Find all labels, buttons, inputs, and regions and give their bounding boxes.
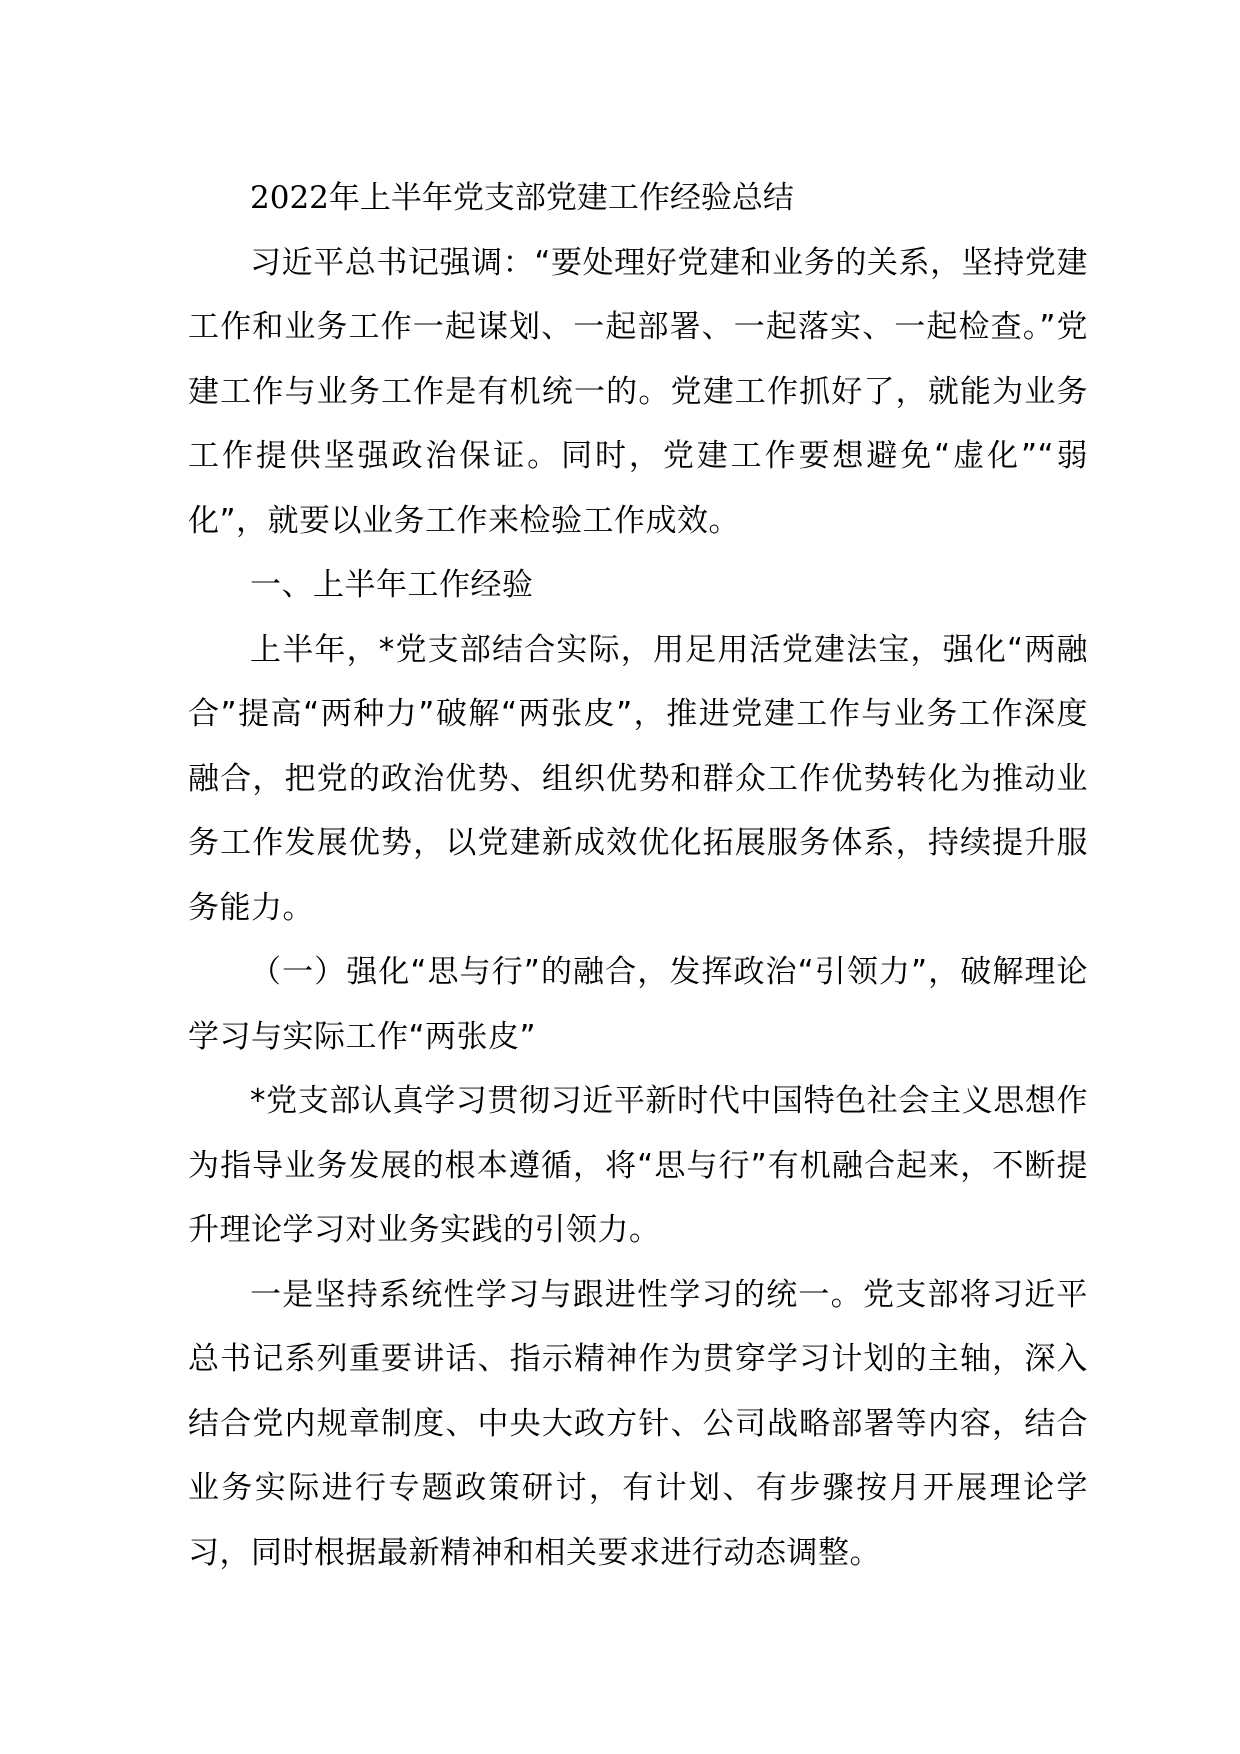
- subsection-heading: （一）强化“思与行”的融合，发挥政治“引领力”，破解理论学习与实际工作“两张皮”: [188, 954, 1088, 1055]
- section-paragraph: 上半年，*党支部结合实际，用足用活党建法宝，强化“两融合”提高“两种力”破解“两张皮”，推进党建工作与业务工作深度融合，把党的政治优势、组织优势和群众工作优势转化为推动业务工作发展优势，以党建新成效优化拓展服务体系，持续提升服务能力。: [188, 631, 1088, 926]
- document-body: [188, 166, 1088, 1585]
- subsection-paragraph: *党支部认真学习贯彻习近平新时代中国特色社会主义思想作为指导业务发展的根本遵循，将“思与行”有机融合起来，不断提升理论学习对业务实践的引领力。: [188, 1083, 1088, 1248]
- section-heading: 一、上半年工作经验: [250, 567, 534, 603]
- intro-paragraph: 习近平总书记强调：“要处理好党建和业务的关系，坚持党建工作和业务工作一起谋划、一起部署、一起落实、一起检查。”党建工作与业务工作是有机统一的。党建工作抓好了，就能为业务工作提供坚强政治保证。同时，党建工作要想避免“虚化”“弱化”，就要以业务工作来检验工作成效。: [188, 244, 1088, 539]
- point-paragraph: 一是坚持系统性学习与跟进性学习的统一。党支部将习近平总书记系列重要讲话、指示精神作为贯穿学习计划的主轴，深入结合党内规章制度、中央大政方针、公司战略部署等内容，结合业务实际进行专题政策研讨，有计划、有步骤按月开展理论学习，同时根据最新精神和相关要求进行动态调整。: [188, 1276, 1088, 1571]
- document-title: 2022年上半年党支部党建工作经验总结: [250, 180, 794, 216]
